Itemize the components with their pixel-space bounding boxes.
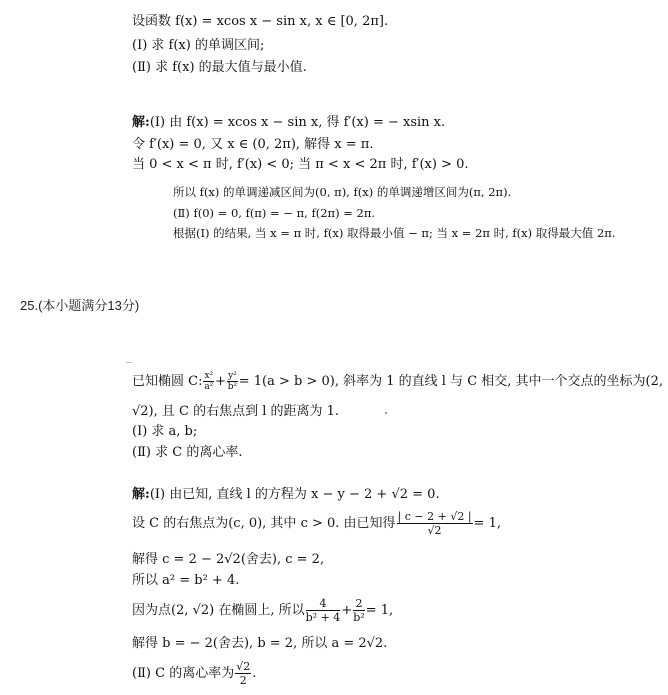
ellipse-y-denominator: b²	[227, 382, 238, 392]
eccentricity-denominator: 2	[239, 674, 247, 687]
distance-denominator: √2	[427, 524, 442, 537]
q25-solution-line2	[132, 510, 501, 538]
q24-solution-label: 解:	[132, 115, 150, 130]
q25-solution-line6: 解得 b = − 2(舍去), b = 2, 所以 a = 2√2.	[132, 636, 388, 651]
ellipse-x-numerator: x²	[204, 371, 214, 381]
scan-dot	[385, 412, 387, 414]
ellipse-point-fraction2	[353, 597, 364, 624]
fraction1-numerator: 4	[306, 597, 341, 611]
q25-part2: (Ⅱ) 求 C 的离心率.	[132, 445, 243, 460]
ellipse-plus: +	[215, 374, 227, 389]
ellipse-point-fraction1	[306, 597, 341, 624]
q25-stem-line2: √2), 且 C 的右焦点到 l 的距离为 1.	[132, 404, 340, 419]
q25-solution-line7	[132, 660, 256, 687]
q24-solution-text1: (Ⅰ) 由 f(x) = xcos x − sin x, 得 f′(x) = − xsin x.	[149, 115, 446, 130]
q25-sol2-b: = 1,	[473, 516, 501, 531]
q25-stem-a: 已知椭圆 C:	[132, 374, 203, 389]
q25-header: 25.(本小题满分13分)	[20, 298, 140, 313]
q24-solution-line2: 令 f′(x) = 0, 又 x ∈ (0, 2π), 解得 x = π.	[132, 137, 374, 152]
q25-sol5-plus: +	[341, 603, 353, 618]
q24-part2: (Ⅱ) 求 f(x) 的最大值与最小值.	[132, 60, 307, 75]
distance-fraction	[397, 510, 473, 537]
ellipse-y-numerator: y²	[228, 371, 237, 381]
fraction2-numerator: 2	[353, 597, 364, 611]
q25-sol2-a: 设 C 的右焦点为(c, 0), 其中 c > 0. 由已知得	[132, 516, 396, 531]
q25-sol7-a: (Ⅱ) C 的离心率为	[132, 666, 235, 681]
q24-solution-line1	[132, 115, 445, 131]
q24-solution-line5: (Ⅱ) f(0) = 0, f(π) = − π, f(2π) = 2π.	[173, 206, 376, 220]
q24-stem: 设函数 f(x) = xcos x − sin x, x ∈ [0, 2π].	[132, 14, 389, 29]
eccentricity-fraction	[235, 660, 251, 687]
q25-solution-line5	[132, 597, 393, 625]
q25-part1: (Ⅰ) 求 a, b;	[132, 424, 198, 439]
q25-solution-line4: 所以 a² = b² + 4.	[132, 573, 240, 588]
q25-stem-line1	[132, 371, 663, 393]
q24-solution-line3: 当 0 < x < π 时, f′(x) < 0; 当 π < x < 2π 时, f′(x) > 0.	[132, 157, 469, 172]
q25-solution-label: 解:	[132, 487, 150, 502]
q25-sol5-b: = 1,	[365, 603, 394, 618]
ellipse-x-denominator: a²	[204, 382, 214, 392]
q25-solution-line1	[132, 487, 440, 503]
eccentricity-numerator: √2	[236, 660, 251, 673]
q24-solution-line6: 根据(Ⅰ) 的结果, 当 x = π 时, f(x) 取得最小值 − π; 当 x = 2π 时, f(x) 取得最大值 2π.	[173, 226, 616, 240]
ellipse-x-fraction	[203, 371, 214, 392]
distance-numerator: | c − 2 + √2 |	[397, 510, 472, 523]
q25-sol7-b: .	[252, 666, 257, 681]
q25-solution-text1: (Ⅰ) 由已知, 直线 l 的方程为 x − y − 2 + √2 = 0.	[149, 487, 440, 502]
q25-stem-b: = 1(a > b > 0), 斜率为 1 的直线 l 与 C 相交, 其中一个交点的坐标为(2,	[238, 374, 664, 389]
ellipse-y-fraction	[227, 371, 238, 392]
fraction2-denominator: b²	[353, 611, 365, 624]
scan-mark	[126, 362, 132, 363]
q24-part1: (Ⅰ) 求 f(x) 的单调区间;	[132, 38, 265, 53]
q24-solution-line4: 所以 f(x) 的单调递减区间为(0, π), f(x) 的单调递增区间为(π, 2π).	[173, 185, 512, 199]
q25-solution-line3: 解得 c = 2 − 2√2(舍去), c = 2,	[132, 552, 325, 567]
q25-sol5-a: 因为点(2, √2) 在椭圆上, 所以	[132, 603, 305, 618]
fraction1-denominator: b² + 4	[305, 611, 341, 624]
